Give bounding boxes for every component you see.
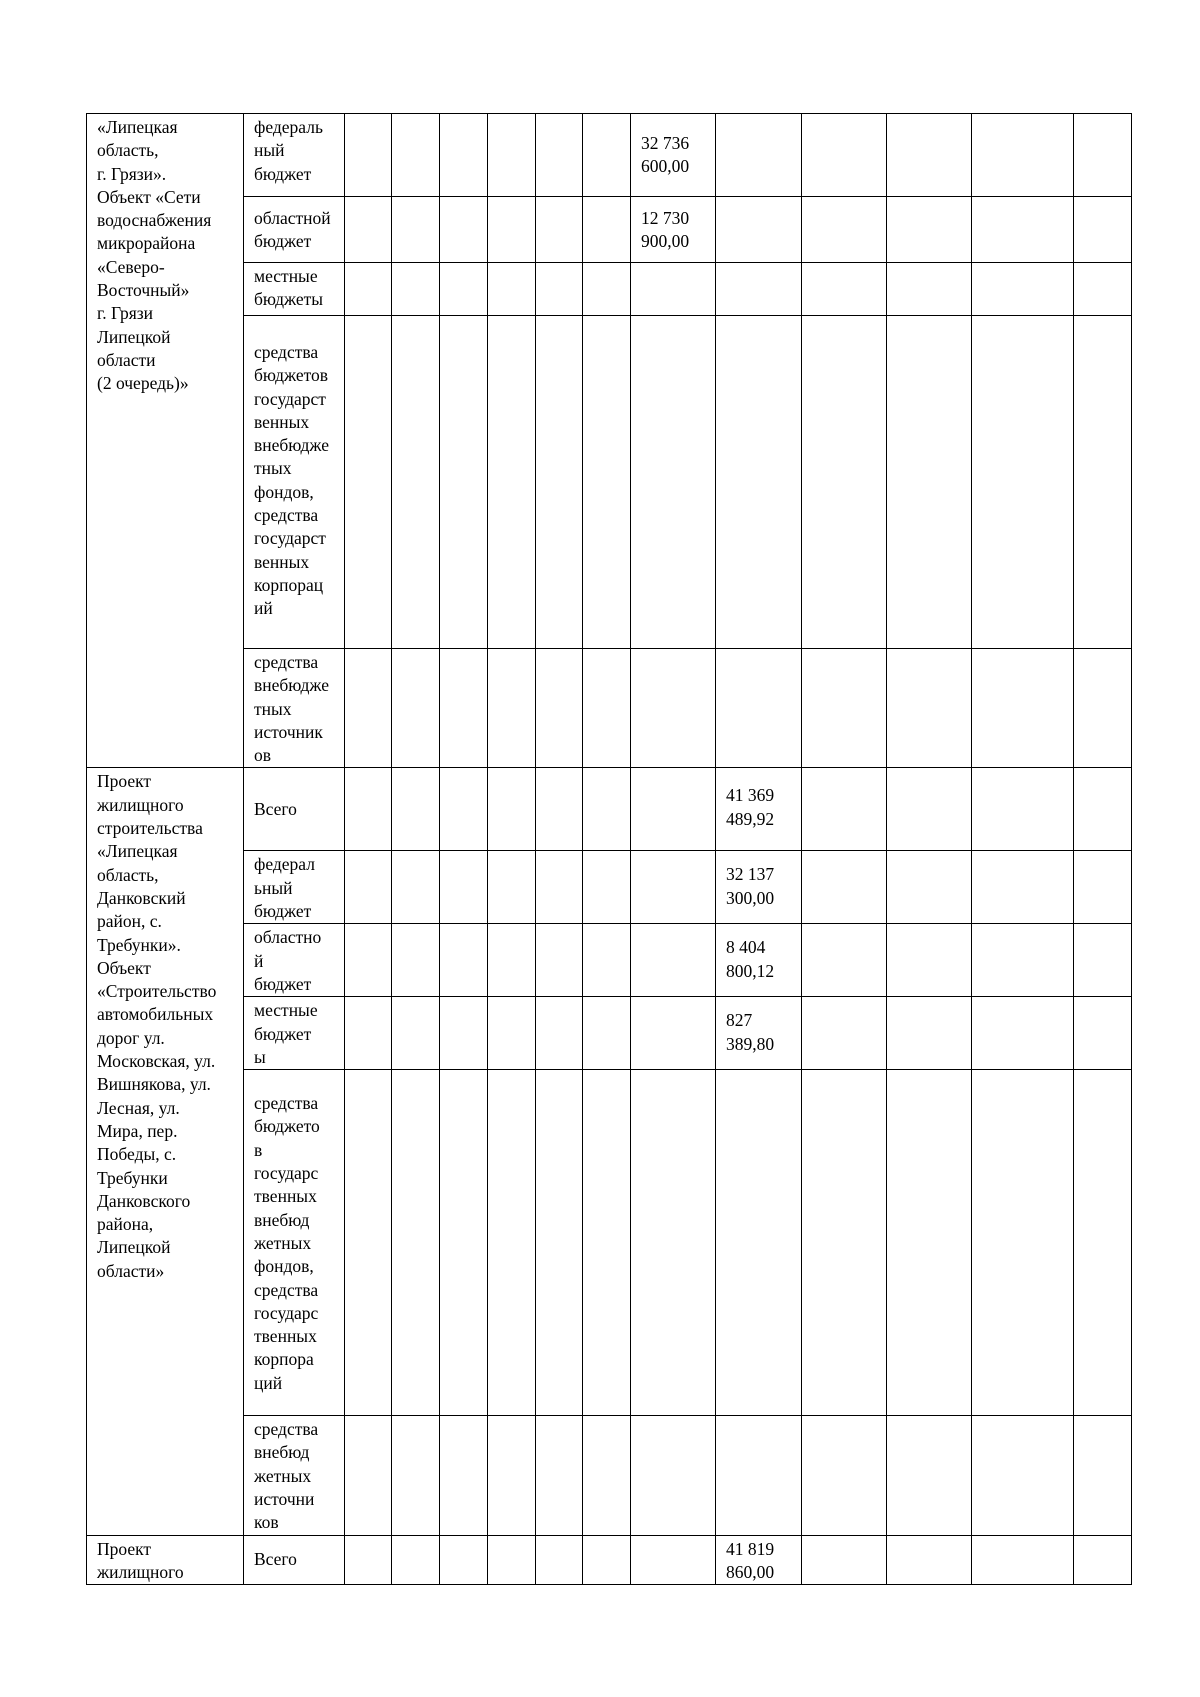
empty-cell [392, 649, 440, 768]
empty-cell [488, 649, 536, 768]
empty-cell [488, 197, 536, 263]
empty-cell [392, 263, 440, 316]
empty-cell [536, 768, 583, 851]
funding-source-cell: федерал ьный бюджет [244, 851, 345, 924]
amount-cell [716, 114, 802, 197]
empty-cell [488, 1416, 536, 1535]
funding-source-cell: местные бюджет ы [244, 997, 345, 1070]
empty-cell [1074, 263, 1132, 316]
empty-cell [1074, 851, 1132, 924]
funding-source-cell: федераль ный бюджет [244, 114, 345, 197]
empty-cell [345, 197, 392, 263]
empty-cell [536, 1416, 583, 1535]
empty-cell [887, 924, 972, 997]
amount-cell [631, 924, 716, 997]
funding-source-cell: средства внебюд жетных источни ков [244, 1416, 345, 1535]
table-row [87, 316, 1132, 649]
amount-cell: 32 736 600,00 [631, 114, 716, 197]
empty-cell [536, 851, 583, 924]
empty-cell [536, 649, 583, 768]
empty-cell [392, 1535, 440, 1585]
empty-cell [887, 263, 972, 316]
empty-cell [392, 924, 440, 997]
empty-cell [972, 263, 1074, 316]
funding-source-cell: средства бюджето в государс твенных внебюд жетных фондов, средства государс твенных корпора ций [244, 1070, 345, 1416]
empty-cell [488, 768, 536, 851]
empty-cell [802, 768, 887, 851]
empty-cell [488, 851, 536, 924]
empty-cell [1074, 997, 1132, 1070]
empty-cell [972, 768, 1074, 851]
table-row [87, 924, 1132, 997]
empty-cell [440, 114, 488, 197]
amount-cell: 41 819 860,00 [716, 1535, 802, 1585]
amount-cell [716, 263, 802, 316]
empty-cell [345, 1070, 392, 1416]
empty-cell [583, 851, 631, 924]
empty-cell [345, 1535, 392, 1585]
project-name-cell: Проект жилищного строительства «Липецкая область, Данковский район, с. Требунки». Объект «Строительство автомобильных дорог ул. Московская, ул. Вишнякова, ул. Лесная, ул. Мира, пер. Победы, с. Требунки Данковского района, Липецкой области» [87, 768, 244, 1535]
funding-source-cell: областно й бюджет [244, 924, 345, 997]
empty-cell [536, 924, 583, 997]
amount-cell: 32 137 300,00 [716, 851, 802, 924]
table-row [87, 263, 1132, 316]
table-row [87, 851, 1132, 924]
funding-source-cell: местные бюджеты [244, 263, 345, 316]
empty-cell [345, 263, 392, 316]
empty-cell [802, 197, 887, 263]
empty-cell [392, 1070, 440, 1416]
empty-cell [345, 851, 392, 924]
empty-cell [887, 1070, 972, 1416]
empty-cell [488, 924, 536, 997]
empty-cell [802, 316, 887, 649]
amount-cell [631, 263, 716, 316]
empty-cell [392, 316, 440, 649]
empty-cell [972, 649, 1074, 768]
empty-cell [345, 649, 392, 768]
empty-cell [392, 197, 440, 263]
empty-cell [488, 263, 536, 316]
table-row [87, 197, 1132, 263]
empty-cell [1074, 1535, 1132, 1585]
amount-cell: 41 369 489,92 [716, 768, 802, 851]
amount-cell [716, 316, 802, 649]
table-row [87, 1535, 1132, 1585]
funding-source-cell: средства бюджетов государст венных внебюдже тных фондов, средства государст венных корпорац ий [244, 316, 345, 649]
empty-cell [1074, 924, 1132, 997]
empty-cell [440, 851, 488, 924]
empty-cell [972, 851, 1074, 924]
empty-cell [440, 1070, 488, 1416]
empty-cell [536, 997, 583, 1070]
empty-cell [802, 851, 887, 924]
empty-cell [583, 1535, 631, 1585]
empty-cell [972, 997, 1074, 1070]
empty-cell [1074, 768, 1132, 851]
amount-cell [631, 1535, 716, 1585]
amount-cell: 8 404 800,12 [716, 924, 802, 997]
empty-cell [583, 997, 631, 1070]
empty-cell [440, 924, 488, 997]
empty-cell [392, 1416, 440, 1535]
empty-cell [345, 924, 392, 997]
empty-cell [440, 768, 488, 851]
empty-cell [887, 1535, 972, 1585]
empty-cell [802, 1416, 887, 1535]
empty-cell [583, 316, 631, 649]
empty-cell [972, 114, 1074, 197]
empty-cell [887, 197, 972, 263]
empty-cell [583, 924, 631, 997]
amount-cell [716, 649, 802, 768]
table-row [87, 114, 1132, 197]
empty-cell [887, 851, 972, 924]
empty-cell [1074, 114, 1132, 197]
empty-cell [488, 997, 536, 1070]
empty-cell [536, 197, 583, 263]
empty-cell [972, 1535, 1074, 1585]
empty-cell [972, 316, 1074, 649]
empty-cell [583, 1070, 631, 1416]
empty-cell [1074, 316, 1132, 649]
empty-cell [583, 1416, 631, 1535]
empty-cell [536, 263, 583, 316]
empty-cell [972, 924, 1074, 997]
empty-cell [583, 114, 631, 197]
empty-cell [536, 1535, 583, 1585]
funding-source-cell: Всего [244, 1535, 345, 1585]
table-row [87, 997, 1132, 1070]
funding-source-cell: Всего [244, 768, 345, 851]
amount-cell [631, 768, 716, 851]
empty-cell [440, 197, 488, 263]
empty-cell [440, 649, 488, 768]
table-row [87, 1416, 1132, 1535]
empty-cell [392, 114, 440, 197]
empty-cell [488, 316, 536, 649]
empty-cell [972, 1070, 1074, 1416]
empty-cell [488, 1535, 536, 1585]
empty-cell [972, 1416, 1074, 1535]
empty-cell [488, 1070, 536, 1416]
empty-cell [802, 649, 887, 768]
empty-cell [345, 316, 392, 649]
empty-cell [583, 263, 631, 316]
empty-cell [536, 1070, 583, 1416]
empty-cell [392, 851, 440, 924]
empty-cell [887, 114, 972, 197]
funding-source-cell: средства внебюдже тных источник ов [244, 649, 345, 768]
empty-cell [440, 1535, 488, 1585]
project-name-cell: «Липецкая область, г. Грязи». Объект «Сети водоснабжения микрорайона «Северо- Восточный» г. Грязи Липецкой области (2 очередь)» [87, 114, 244, 768]
empty-cell [392, 768, 440, 851]
empty-cell [1074, 649, 1132, 768]
empty-cell [887, 997, 972, 1070]
empty-cell [802, 924, 887, 997]
empty-cell [887, 649, 972, 768]
table-row [87, 768, 1132, 851]
table-row [87, 1070, 1132, 1416]
empty-cell [440, 263, 488, 316]
amount-cell [631, 316, 716, 649]
empty-cell [802, 997, 887, 1070]
empty-cell [536, 316, 583, 649]
empty-cell [802, 114, 887, 197]
empty-cell [345, 997, 392, 1070]
empty-cell [440, 1416, 488, 1535]
empty-cell [1074, 197, 1132, 263]
empty-cell [802, 263, 887, 316]
empty-cell [887, 768, 972, 851]
amount-cell [631, 649, 716, 768]
amount-cell: 827 389,80 [716, 997, 802, 1070]
empty-cell [802, 1070, 887, 1416]
empty-cell [583, 197, 631, 263]
empty-cell [583, 768, 631, 851]
funding-source-cell: областной бюджет [244, 197, 345, 263]
empty-cell [345, 1416, 392, 1535]
empty-cell [583, 649, 631, 768]
empty-cell [440, 997, 488, 1070]
amount-cell [631, 997, 716, 1070]
empty-cell [440, 316, 488, 649]
empty-cell [887, 316, 972, 649]
empty-cell [345, 768, 392, 851]
amount-cell: 12 730 900,00 [631, 197, 716, 263]
amount-cell [631, 1416, 716, 1535]
empty-cell [536, 114, 583, 197]
empty-cell [488, 114, 536, 197]
empty-cell [392, 997, 440, 1070]
empty-cell [1074, 1416, 1132, 1535]
amount-cell [631, 1070, 716, 1416]
budget-table [86, 113, 1132, 1585]
table-row [87, 649, 1132, 768]
amount-cell [716, 1070, 802, 1416]
amount-cell [631, 851, 716, 924]
project-name-cell: Проект жилищного [87, 1535, 244, 1585]
empty-cell [887, 1416, 972, 1535]
amount-cell [716, 1416, 802, 1535]
empty-cell [1074, 1070, 1132, 1416]
empty-cell [345, 114, 392, 197]
empty-cell [802, 1535, 887, 1585]
amount-cell [716, 197, 802, 263]
empty-cell [972, 197, 1074, 263]
